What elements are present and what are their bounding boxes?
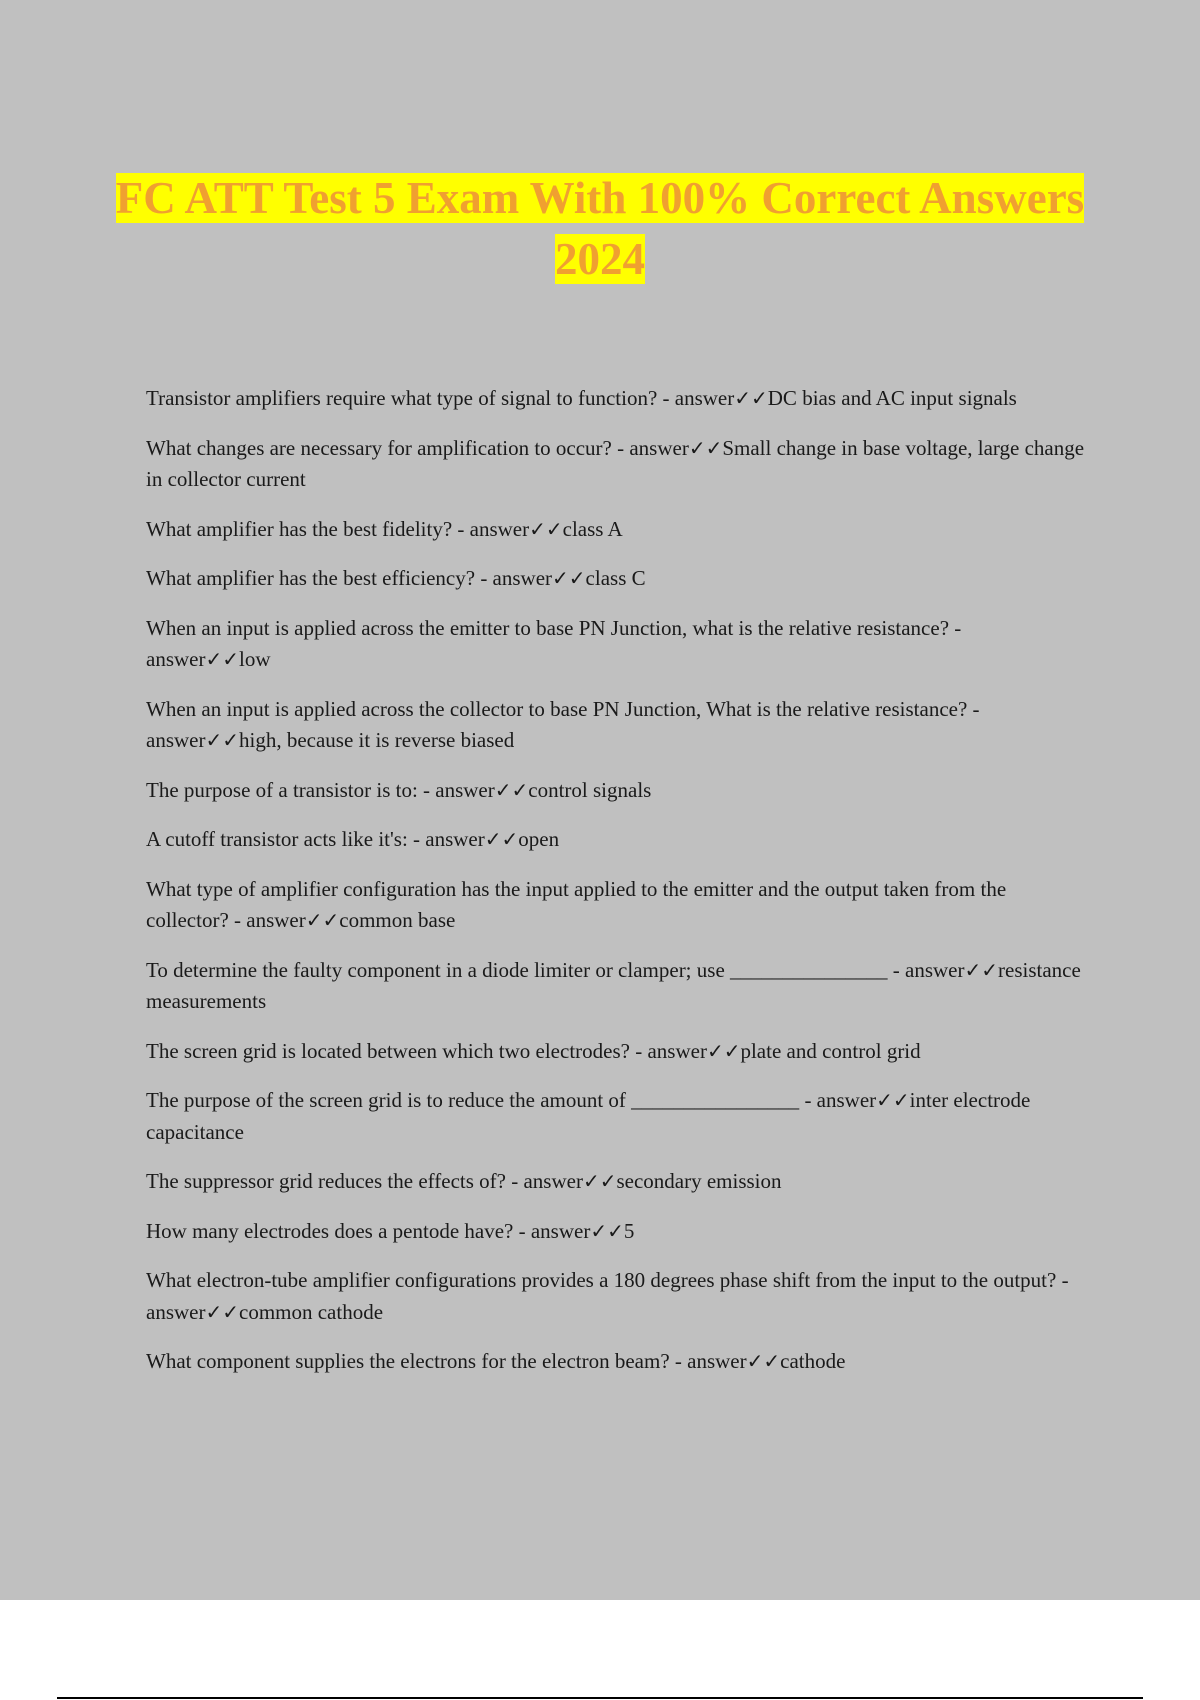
question-text: Transistor amplifiers require what type of signal to function? — [146, 386, 658, 410]
question-text: What component supplies the electrons for the electron beam? — [146, 1349, 670, 1373]
question-text: What changes are necessary for amplification to occur? — [146, 435, 612, 460]
check-marks-icon: ✓✓ — [205, 728, 239, 752]
qa-item — [146, 1265, 1086, 1328]
check-marks-icon: ✓✓ — [746, 1349, 781, 1373]
answer-separator: - answer — [146, 696, 980, 752]
answer-separator: - answer — [146, 1268, 1069, 1324]
qa-item — [146, 1036, 1086, 1068]
question-text: A cutoff transistor acts like it's: — [146, 827, 408, 851]
qa-item — [146, 1166, 1086, 1198]
check-marks-icon: ✓✓ — [205, 647, 239, 671]
answer-separator: - answer — [505, 1169, 583, 1193]
qa-item — [146, 775, 1086, 807]
answer-text: common cathode — [239, 1299, 384, 1324]
question-text: What amplifier has the best fidelity? — [146, 516, 453, 541]
answer-separator: - answer — [669, 1349, 747, 1373]
answer-separator: - answer — [611, 435, 689, 460]
answer-text: cathode — [780, 1349, 846, 1373]
qa-item — [146, 1216, 1086, 1248]
answer-separator: - answer — [452, 516, 530, 541]
footer-divider — [57, 1697, 1143, 1699]
document-title-highlight: FC ATT Test 5 Exam With 100% Correct Answers 2024 — [115, 173, 1085, 284]
question-text: How many electrodes does a pentode have? — [146, 1218, 514, 1243]
answer-text: high, because it is reverse biased — [239, 728, 515, 752]
question-text: What amplifier has the best efficiency? — [146, 566, 476, 590]
question-text: The purpose of a transistor is to: — [146, 777, 418, 802]
check-marks-icon: ✓✓ — [876, 1088, 910, 1112]
qa-item — [146, 433, 1086, 496]
answer-separator: - answer — [887, 957, 965, 982]
answer-text: open — [518, 827, 560, 851]
qa-item — [146, 383, 1086, 415]
check-marks-icon: ✓✓ — [484, 827, 519, 851]
qa-item — [146, 874, 1086, 937]
answer-text: plate and control grid — [740, 1038, 921, 1063]
check-marks-icon: ✓✓ — [552, 566, 586, 590]
document-title — [100, 168, 1100, 290]
question-text: When an input is applied across the collector to base PN Junction, What is the relative resistance? — [146, 696, 968, 721]
answer-separator: - answer — [513, 1218, 591, 1243]
answer-text: DC bias and AC input signals — [767, 386, 1017, 410]
answer-text: inter electrode capacitance — [146, 1088, 1031, 1144]
qa-item — [146, 514, 1086, 546]
answer-text: class A — [562, 516, 623, 541]
answer-text: low — [239, 647, 271, 671]
question-text: What electron-tube amplifier configurations provides a 180 degrees phase shift from the input to the output? — [146, 1268, 1057, 1292]
check-marks-icon: ✓✓ — [688, 435, 723, 460]
qa-item — [146, 694, 1086, 757]
qa-item — [146, 1085, 1086, 1148]
check-marks-icon: ✓✓ — [964, 957, 998, 982]
qa-item — [146, 955, 1086, 1018]
check-marks-icon: ✓✓ — [205, 1299, 239, 1324]
check-marks-icon: ✓✓ — [706, 1038, 741, 1063]
qa-item — [146, 563, 1086, 595]
answer-text: resistance measurements — [146, 957, 1081, 1013]
question-text: To determine the faulty component in a diode limiter or clamper; use _______________ — [146, 957, 888, 982]
answer-separator: - answer — [799, 1088, 877, 1112]
qa-item — [146, 824, 1086, 856]
answer-text: secondary emission — [616, 1169, 782, 1193]
check-marks-icon: ✓✓ — [734, 386, 768, 410]
check-marks-icon: ✓✓ — [494, 777, 529, 802]
check-marks-icon: ✓✓ — [590, 1218, 624, 1243]
answer-separator: - answer — [657, 386, 735, 410]
answer-text: Small change in base voltage, large change in collector current — [146, 435, 1085, 491]
question-text: The suppressor grid reduces the effects of? — [146, 1169, 506, 1193]
question-text: When an input is applied across the emitter to base PN Junction, what is the relative resistance? — [146, 615, 950, 640]
answer-separator: - answer — [475, 566, 553, 590]
check-marks-icon: ✓✓ — [305, 908, 340, 932]
question-text: The purpose of the screen grid is to reduce the amount of ________________ — [146, 1088, 800, 1112]
answer-separator: - answer — [146, 615, 962, 671]
answer-text: control signals — [528, 777, 652, 802]
check-marks-icon: ✓✓ — [582, 1169, 617, 1193]
question-text: The screen grid is located between which two electrodes? — [146, 1038, 630, 1063]
qa-item — [146, 1346, 1086, 1378]
qa-list — [146, 383, 1086, 1396]
answer-separator: - answer — [417, 777, 495, 802]
answer-separator: - answer — [629, 1038, 707, 1063]
answer-separator: - answer — [407, 827, 485, 851]
qa-item — [146, 613, 1086, 676]
answer-text: class C — [585, 566, 646, 590]
check-marks-icon: ✓✓ — [529, 516, 563, 541]
answer-separator: - answer — [228, 908, 306, 932]
question-text: What type of amplifier configuration has the input applied to the emitter and the output taken from the collector? — [146, 876, 1007, 932]
answer-text: 5 — [623, 1218, 635, 1243]
answer-text: common base — [339, 908, 456, 932]
